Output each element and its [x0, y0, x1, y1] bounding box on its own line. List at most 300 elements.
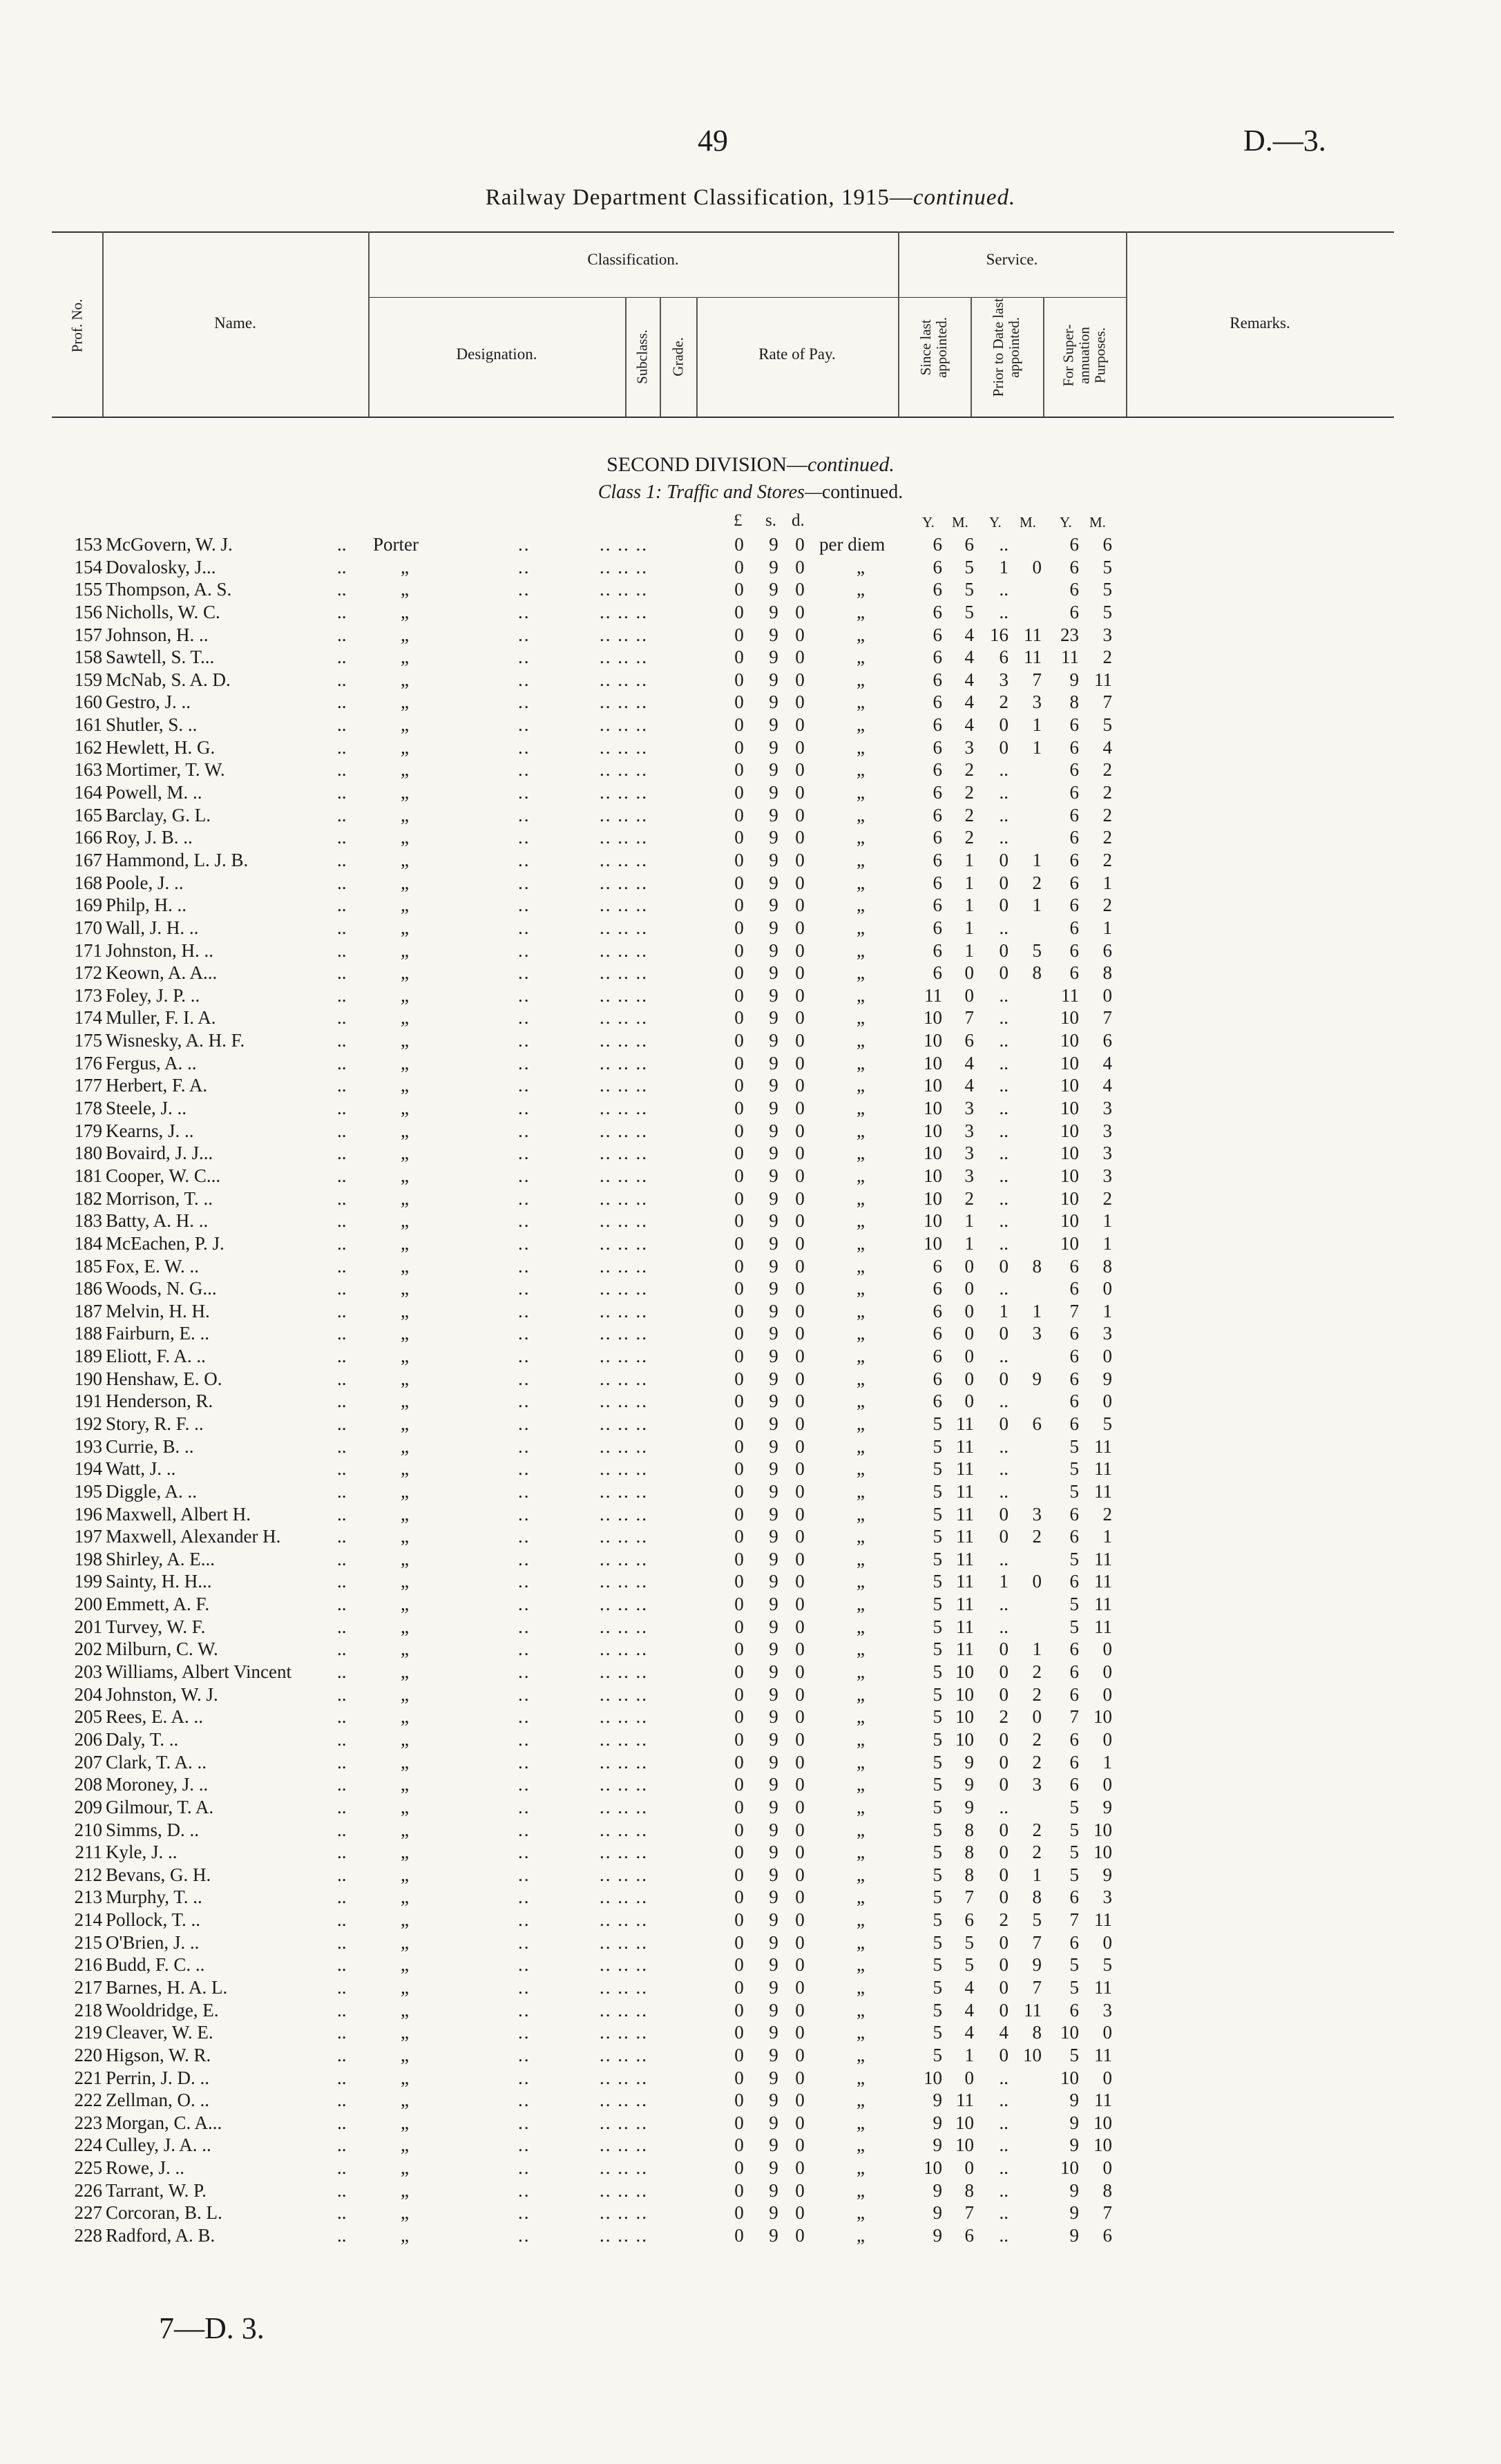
row-since-months: 1 [964, 849, 974, 870]
row-super-months: 2 [1102, 804, 1112, 825]
row-rate-unit: „ [857, 1007, 865, 1029]
row-since-years: 5 [933, 1594, 942, 1615]
row-rate-unit: „ [857, 1931, 865, 1953]
row-super-years: 6 [1069, 872, 1079, 893]
row-leader: .. [337, 2022, 347, 2043]
row-rate-pence: 0 [795, 2202, 805, 2224]
row-leader: .. [518, 1954, 530, 1976]
row-rate-unit: „ [857, 2067, 865, 2088]
row-prior-months: 1 [1032, 895, 1042, 916]
row-name: Steele, J. .. [106, 1098, 187, 1119]
row-number: 161 [74, 714, 102, 736]
row-leader: .. .. .. [600, 1864, 648, 1885]
row-rate-shillings: 9 [769, 1052, 778, 1073]
row-rate-pence: 0 [795, 759, 805, 781]
header-grade: Grade. [669, 337, 687, 376]
row-name: Zellman, O. .. [106, 2090, 209, 2111]
row-designation: „ [401, 1458, 409, 1480]
row-super-years: 6 [1069, 534, 1079, 555]
row-leader: .. [337, 601, 347, 622]
row-number: 168 [74, 872, 102, 893]
row-since-months: 5 [964, 556, 974, 577]
row-number: 186 [74, 1278, 102, 1299]
row-since-months: 4 [964, 1075, 974, 1096]
table-row [0, 1074, 1501, 1097]
row-leader: .. [518, 1977, 530, 1998]
row-rate-pence: 0 [795, 1887, 805, 1908]
row-super-months: 0 [1102, 2067, 1112, 2088]
row-leader: .. [518, 1165, 530, 1186]
row-rate-unit: „ [857, 1999, 865, 2021]
table-row [0, 849, 1501, 872]
row-rate-unit: „ [857, 1571, 865, 1592]
row-rate-unit: „ [857, 1616, 865, 1637]
row-leader: .. [518, 691, 530, 713]
row-since-years: 5 [933, 1728, 942, 1750]
row-rate-pence: 0 [795, 1346, 805, 1367]
row-leader: .. [337, 1526, 347, 1547]
row-designation: „ [401, 1120, 409, 1141]
row-rate-unit: „ [857, 1210, 865, 1232]
row-rate-shillings: 9 [769, 1571, 778, 1592]
row-leader: .. .. .. [600, 1165, 648, 1186]
row-leader: .. [337, 534, 347, 555]
row-prior-years: 0 [999, 1999, 1008, 2021]
row-leader: .. [337, 1954, 347, 1976]
table-row [0, 1368, 1501, 1391]
row-rate-pence: 0 [795, 534, 805, 555]
table-row [0, 1976, 1501, 1999]
row-name: Perrin, J. D. .. [106, 2067, 209, 2088]
row-super-months: 0 [1102, 1683, 1112, 1705]
row-leader: .. .. .. [600, 1887, 648, 1908]
row-super-months: 0 [1102, 1346, 1112, 1367]
row-leader: .. [337, 1458, 347, 1480]
row-rate-pence: 0 [795, 1458, 805, 1480]
row-super-months: 3 [1102, 1098, 1112, 1119]
row-super-years: 6 [1069, 1751, 1079, 1773]
row-rate-pence: 0 [795, 1594, 805, 1615]
row-super-years: 10 [1060, 1052, 1079, 1073]
row-super-months: 4 [1102, 1052, 1112, 1073]
row-prior-months: 2 [1032, 1683, 1042, 1705]
row-rate-unit: „ [857, 1526, 865, 1547]
row-prior-years: 0 [999, 962, 1008, 984]
row-leader: .. [518, 624, 530, 645]
row-leader: .. .. .. [600, 2022, 648, 2043]
row-prior-years: .. [999, 601, 1008, 622]
row-designation: „ [401, 2090, 409, 2111]
row-since-years: 6 [933, 917, 942, 938]
row-since-months: 8 [964, 1842, 974, 1863]
row-leader: .. [518, 579, 530, 600]
row-since-months: 5 [964, 1954, 974, 1976]
row-prior-years: 2 [999, 1909, 1008, 1931]
row-number: 178 [74, 1098, 102, 1119]
row-leader: .. [337, 1030, 347, 1051]
row-super-years: 9 [1069, 2179, 1079, 2201]
row-since-years: 10 [924, 2067, 942, 2088]
row-rate-shillings: 9 [769, 1796, 778, 1817]
row-designation: „ [401, 1954, 409, 1976]
row-leader: .. [337, 556, 347, 577]
row-rate-unit: „ [857, 2179, 865, 2201]
row-number: 162 [74, 736, 102, 758]
row-super-years: 6 [1069, 601, 1079, 622]
row-since-months: 4 [964, 1999, 974, 2021]
row-super-years: 9 [1069, 669, 1079, 690]
row-designation: „ [401, 736, 409, 758]
row-super-months: 0 [1102, 1661, 1112, 1683]
row-prior-years: .. [999, 1435, 1008, 1457]
row-since-months: 11 [956, 1548, 974, 1569]
row-super-months: 1 [1102, 1300, 1112, 1321]
row-name: Morrison, T. .. [106, 1187, 213, 1209]
row-leader: .. [337, 1706, 347, 1728]
row-rate-shillings: 9 [769, 1999, 778, 2021]
row-number: 190 [74, 1368, 102, 1389]
row-prior-years: .. [999, 2112, 1008, 2133]
row-designation: „ [401, 1616, 409, 1637]
row-rate-pence: 0 [795, 1391, 805, 1412]
row-since-months: 3 [964, 1120, 974, 1141]
row-designation: „ [401, 1503, 409, 1525]
row-rate-unit: „ [857, 1232, 865, 1254]
row-since-months: 7 [964, 2202, 974, 2224]
row-rate-pence: 0 [795, 1503, 805, 1525]
table-row [0, 624, 1501, 647]
row-rate-shillings: 9 [769, 1480, 778, 1502]
col-divider [660, 297, 661, 417]
row-leader: .. .. .. [600, 1548, 648, 1569]
row-rate-shillings: 9 [769, 669, 778, 690]
row-rate-pounds: 0 [734, 984, 744, 1006]
row-since-months: 10 [955, 1728, 974, 1750]
row-leader: .. .. .. [600, 1639, 648, 1660]
row-since-months: 11 [956, 1413, 974, 1434]
row-leader: .. [337, 1346, 347, 1367]
row-rate-pence: 0 [795, 2134, 805, 2156]
row-number: 166 [74, 827, 102, 848]
row-rate-shillings: 9 [769, 962, 778, 984]
row-leader: .. [518, 827, 530, 848]
table-row [0, 826, 1501, 849]
row-rate-shillings: 9 [769, 1165, 778, 1186]
row-rate-shillings: 9 [769, 1255, 778, 1277]
row-rate-pounds: 0 [734, 1774, 744, 1795]
row-designation: „ [401, 872, 409, 893]
row-leader: .. [518, 1639, 530, 1660]
row-since-years: 6 [933, 1346, 942, 1367]
row-prior-months: 7 [1032, 1977, 1042, 1998]
row-number: 155 [74, 579, 102, 600]
row-rate-pounds: 0 [734, 691, 744, 713]
row-leader: .. [337, 1300, 347, 1321]
row-rate-shillings: 9 [769, 1187, 778, 1209]
row-prior-years: .. [999, 1278, 1008, 1299]
row-leader: .. [518, 1503, 530, 1525]
row-since-years: 5 [933, 1999, 942, 2021]
row-leader: .. .. .. [600, 1458, 648, 1480]
row-super-years: 6 [1069, 1278, 1079, 1299]
row-since-years: 6 [933, 624, 942, 645]
row-name: Batty, A. H. .. [106, 1210, 209, 1232]
row-prior-years: .. [999, 2225, 1008, 2246]
table-row [0, 578, 1501, 601]
row-since-years: 9 [933, 2090, 942, 2111]
row-leader: .. [518, 556, 530, 577]
row-designation: „ [401, 1639, 409, 1660]
unit-pound: £ [734, 511, 743, 530]
row-number: 223 [74, 2112, 102, 2133]
row-rate-pounds: 0 [734, 962, 744, 984]
row-super-months: 11 [1094, 1480, 1112, 1502]
row-since-years: 10 [924, 1143, 942, 1164]
row-since-years: 5 [933, 1503, 942, 1525]
row-prior-years: 0 [999, 1931, 1008, 1953]
row-super-years: 6 [1069, 1999, 1079, 2021]
row-number: 191 [74, 1391, 102, 1412]
row-leader: .. .. .. [600, 1300, 648, 1321]
row-leader: .. .. .. [600, 1255, 648, 1277]
row-rate-pence: 0 [795, 2067, 805, 2088]
row-super-months: 5 [1102, 714, 1112, 736]
row-name: Hammond, L. J. B. [106, 849, 249, 870]
row-rate-pence: 0 [795, 1480, 805, 1502]
row-super-months: 0 [1102, 1391, 1112, 1412]
col-divider [625, 297, 627, 417]
row-rate-pounds: 0 [734, 1120, 744, 1141]
row-since-years: 6 [933, 827, 942, 848]
row-rate-shillings: 9 [769, 1931, 778, 1953]
row-leader: .. [337, 1098, 347, 1119]
row-leader: .. [337, 1007, 347, 1029]
row-leader: .. [518, 1548, 530, 1569]
row-super-years: 6 [1069, 1774, 1079, 1795]
row-prior-years: 1 [999, 1571, 1008, 1592]
row-rate-pounds: 0 [734, 1323, 744, 1344]
row-leader: .. .. .. [600, 1503, 648, 1525]
row-number: 185 [74, 1255, 102, 1277]
row-rate-unit: „ [857, 1030, 865, 1051]
row-designation: „ [401, 2067, 409, 2088]
row-rate-pence: 0 [795, 1842, 805, 1863]
table-row [0, 1232, 1501, 1255]
row-rate-pence: 0 [795, 917, 805, 938]
row-prior-months: 8 [1032, 1255, 1042, 1277]
row-number: 165 [74, 804, 102, 825]
row-super-months: 3 [1102, 1143, 1112, 1164]
row-number: 181 [74, 1165, 102, 1186]
row-since-years: 6 [933, 804, 942, 825]
row-prior-months: 11 [1024, 624, 1042, 645]
header-designation: Designation. [456, 345, 537, 363]
row-leader: .. .. .. [600, 1819, 648, 1840]
row-rate-pence: 0 [795, 1187, 805, 1209]
row-rate-unit: „ [857, 1548, 865, 1569]
row-name: Hewlett, H. G. [106, 736, 216, 758]
row-since-years: 10 [924, 1210, 942, 1232]
row-name: Turvey, W. F. [106, 1616, 206, 1637]
row-since-months: 11 [956, 1571, 974, 1592]
row-prior-years: .. [999, 1548, 1008, 1569]
row-leader: .. .. .. [600, 1346, 648, 1367]
row-super-years: 5 [1069, 1977, 1079, 1998]
row-leader: .. [337, 1278, 347, 1299]
row-leader: .. [337, 1391, 347, 1412]
row-leader: .. .. .. [600, 1728, 648, 1750]
row-prior-years: .. [999, 1075, 1008, 1096]
row-leader: .. [337, 984, 347, 1006]
row-super-months: 6 [1102, 534, 1112, 555]
row-rate-unit: „ [857, 1391, 865, 1412]
row-super-months: 2 [1102, 759, 1112, 781]
row-leader: .. [518, 2022, 530, 2043]
row-number: 158 [74, 647, 102, 668]
row-designation: „ [401, 759, 409, 781]
row-leader: .. [337, 2157, 347, 2179]
row-leader: .. [337, 2044, 347, 2065]
row-super-months: 10 [1093, 1706, 1112, 1728]
row-number: 221 [74, 2067, 102, 2088]
row-name: Williams, Albert Vincent [106, 1661, 291, 1683]
row-number: 204 [74, 1683, 102, 1705]
row-name: Henderson, R. [106, 1391, 213, 1412]
row-prior-years: 1 [999, 1300, 1008, 1321]
row-rate-shillings: 9 [769, 2022, 778, 2043]
row-rate-unit: „ [857, 1098, 865, 1119]
row-leader: .. [337, 1819, 347, 1840]
row-leader: .. .. .. [600, 2157, 648, 2179]
row-prior-years: 16 [990, 624, 1008, 645]
row-rate-pence: 0 [795, 1639, 805, 1660]
row-rate-pounds: 0 [734, 849, 744, 870]
row-leader: .. .. .. [600, 782, 648, 803]
row-super-years: 10 [1060, 1232, 1079, 1254]
row-leader: .. [518, 917, 530, 938]
row-leader: .. [337, 1571, 347, 1592]
row-number: 184 [74, 1232, 102, 1254]
row-prior-years: 2 [999, 1706, 1008, 1728]
row-name: Sawtell, S. T... [106, 647, 215, 668]
row-rate-pounds: 0 [734, 669, 744, 690]
row-rate-unit: „ [857, 1413, 865, 1434]
row-prior-years: .. [999, 984, 1008, 1006]
page-number: 49 [698, 124, 728, 157]
row-leader: .. [337, 939, 347, 961]
row-name: Currie, B. .. [106, 1435, 194, 1457]
row-number: 226 [74, 2179, 102, 2201]
row-prior-years: .. [999, 1458, 1008, 1480]
row-prior-years: 0 [999, 1661, 1008, 1683]
row-since-years: 6 [933, 849, 942, 870]
row-rate-pounds: 0 [734, 1909, 744, 1931]
row-designation: „ [401, 1999, 409, 2021]
row-prior-years: 0 [999, 1413, 1008, 1434]
row-since-years: 6 [933, 534, 942, 555]
row-super-years: 6 [1069, 556, 1079, 577]
row-leader: .. [518, 2044, 530, 2065]
row-rate-unit: „ [857, 2022, 865, 2043]
row-super-months: 11 [1094, 1571, 1112, 1592]
row-rate-unit: „ [857, 2202, 865, 2224]
row-super-years: 9 [1069, 2134, 1079, 2156]
row-rate-pence: 0 [795, 895, 805, 916]
row-leader: .. [518, 1887, 530, 1908]
title-suffix: continued. [912, 185, 1016, 210]
row-rate-pounds: 0 [734, 1413, 744, 1434]
table-row [0, 1300, 1501, 1323]
row-prior-years: .. [999, 534, 1008, 555]
row-prior-months: 1 [1032, 1639, 1042, 1660]
row-prior-years: .. [999, 2157, 1008, 2179]
row-super-months: 11 [1094, 2090, 1112, 2111]
row-leader: .. .. .. [600, 872, 648, 893]
table-row [0, 939, 1501, 962]
row-rate-pence: 0 [795, 1864, 805, 1885]
staff-table-body [0, 533, 1501, 2247]
row-since-years: 6 [933, 579, 942, 600]
row-name: Melvin, H. H. [106, 1300, 210, 1321]
row-super-years: 5 [1069, 1616, 1079, 1637]
row-super-years: 6 [1069, 804, 1079, 825]
row-name: Maxwell, Alexander H. [106, 1526, 281, 1547]
row-since-years: 6 [933, 759, 942, 781]
row-leader: .. [518, 1999, 530, 2021]
row-leader: .. [337, 1052, 347, 1073]
row-number: 197 [74, 1526, 102, 1547]
row-name: Foley, J. P. .. [106, 984, 200, 1006]
units-row [0, 511, 1501, 533]
row-super-years: 10 [1060, 1120, 1079, 1141]
row-number: 194 [74, 1458, 102, 1480]
row-rate-pounds: 0 [734, 556, 744, 577]
row-name: Culley, J. A. .. [106, 2134, 211, 2156]
row-super-years: 6 [1069, 939, 1079, 961]
row-leader: .. [337, 1774, 347, 1795]
row-leader: .. [337, 1842, 347, 1863]
row-number: 209 [74, 1796, 102, 1817]
row-rate-pence: 0 [795, 601, 805, 622]
row-since-months: 1 [964, 1232, 974, 1254]
row-rate-unit: „ [857, 2134, 865, 2156]
row-number: 192 [74, 1413, 102, 1434]
row-name: Corcoran, B. L. [106, 2202, 222, 2224]
row-rate-pence: 0 [795, 2225, 805, 2246]
row-since-years: 5 [933, 1661, 942, 1683]
row-super-years: 6 [1069, 1391, 1079, 1412]
row-rate-pounds: 0 [734, 1278, 744, 1299]
row-designation: „ [401, 2112, 409, 2133]
row-designation: „ [401, 827, 409, 848]
row-rate-pounds: 0 [734, 759, 744, 781]
row-super-years: 6 [1069, 1323, 1079, 1344]
row-rate-shillings: 9 [769, 1503, 778, 1525]
table-row [0, 1435, 1501, 1458]
row-rate-pence: 0 [795, 1548, 805, 1569]
table-row [0, 917, 1501, 939]
row-prior-years: 0 [999, 939, 1008, 961]
table-row [0, 1345, 1501, 1368]
row-super-months: 2 [1102, 1503, 1112, 1525]
row-super-months: 6 [1102, 939, 1112, 961]
row-leader: .. [518, 1931, 530, 1953]
row-super-months: 0 [1102, 2022, 1112, 2043]
row-since-years: 6 [933, 601, 942, 622]
row-leader: .. [337, 2202, 347, 2224]
row-super-months: 4 [1102, 1075, 1112, 1096]
row-rate-shillings: 9 [769, 691, 778, 713]
